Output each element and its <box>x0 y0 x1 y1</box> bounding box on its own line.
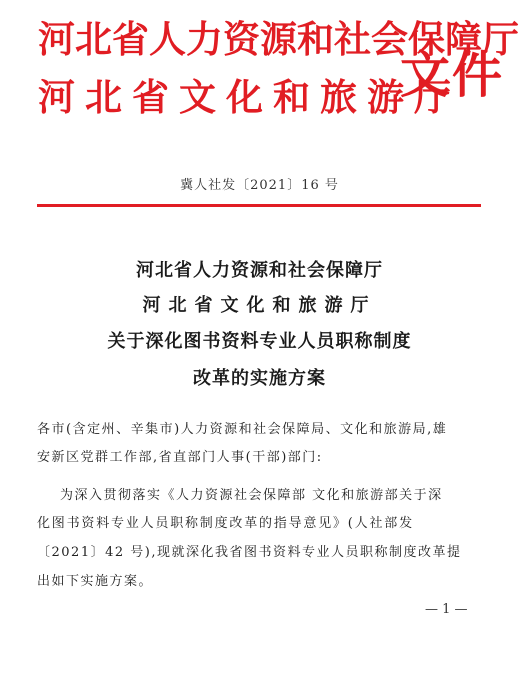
recipients-line-1: 各市(含定州、辛集市)人力资源和社会保障局、文化和旅游局,雄 <box>37 422 448 437</box>
doc-type-label: 文件 <box>400 46 504 104</box>
paragraph-line-1: 为深入贯彻落实《人力资源社会保障部 文化和旅游部关于深 <box>60 488 443 503</box>
title-line-1: 河北省人力资源和社会保障厅 <box>136 260 383 281</box>
paragraph-line-3: 〔2021〕42 号),现就深化我省图书资料专业人员职称制度改革提 <box>37 545 462 560</box>
document-number: 冀人社发〔2021〕16 号 <box>180 178 339 193</box>
title-line-2: 河北省文化和旅游厅 <box>142 295 377 316</box>
page-number: — 1 — <box>425 602 468 617</box>
title-line-4: 改革的实施方案 <box>193 368 326 389</box>
recipients-line-2: 安新区党群工作部,省直部门人事(干部)部门: <box>37 450 323 465</box>
red-divider-line <box>37 204 481 207</box>
title-line-3: 关于深化图书资料专业人员职称制度 <box>107 331 412 352</box>
issuer-line-1: 河北省人力资源和社会保障厅 <box>38 18 519 61</box>
paragraph-line-2: 化图书资料专业人员职称制度改革的指导意见》(人社部发 <box>37 516 414 531</box>
issuer-line-2: 河北省文化和旅游厅 <box>38 76 461 119</box>
paragraph-line-4: 出如下实施方案。 <box>37 574 154 589</box>
red-header <box>38 18 519 138</box>
